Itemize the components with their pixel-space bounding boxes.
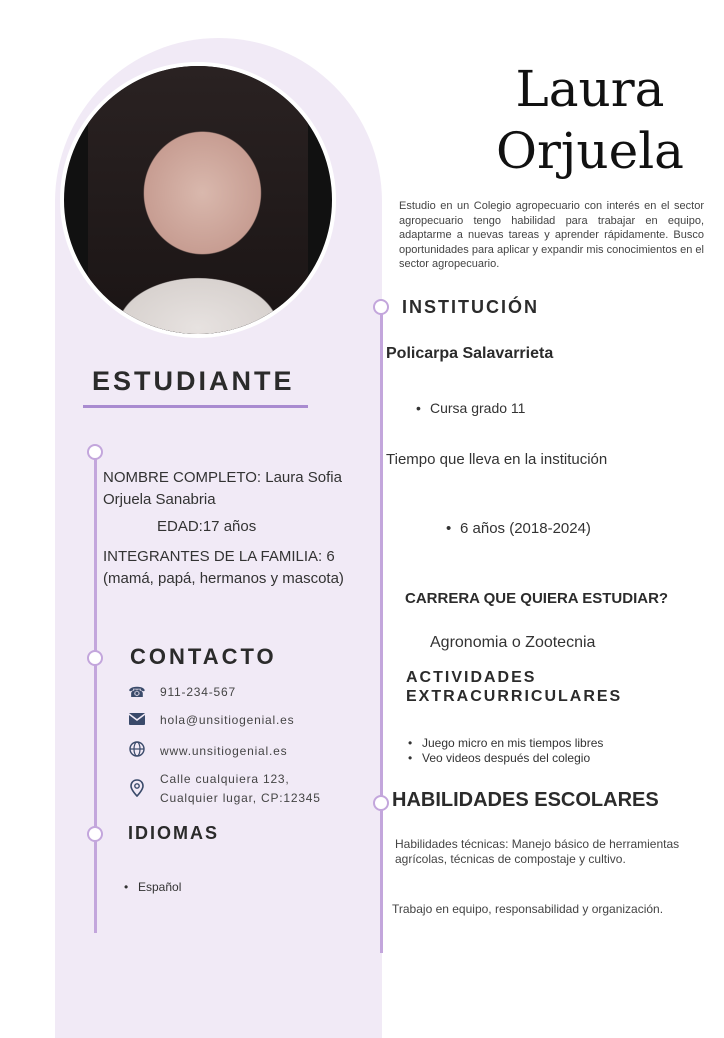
family-line: INTEGRANTES DE LA FAMILIA: 6 (mamá, papá, hermanos y mascota) xyxy=(103,548,344,587)
contact-web[interactable]: www.unsitiogenial.es xyxy=(160,744,288,758)
profile-photo-image xyxy=(88,66,308,338)
list-item: • Juego micro en mis tiempos libres xyxy=(406,736,603,751)
list-item: • Español xyxy=(122,880,181,894)
extracurricular-title-2: EXTRACURRICULARES xyxy=(406,688,623,705)
globe-icon xyxy=(128,741,146,759)
institution-name: Policarpa Salavarrieta xyxy=(386,345,554,362)
extracurricular-title-1: ACTIVIDADES xyxy=(406,669,537,686)
role-title: ESTUDIANTE xyxy=(92,366,295,396)
skills-title: HABILIDADES ESCOLARES xyxy=(392,789,659,811)
about-text: Estudio en un Colegio agropecuario con interés en el sector agropecuario tengo habilidad para trabajar en equipo, adaptarme a nuevas tareas y aprender rápidamente. Busco oportunidades para aplicar y expandir mis conocimientos en el sector agropecuario. xyxy=(399,200,704,270)
timeline-dot-skills xyxy=(373,795,389,811)
first-name: Laura xyxy=(515,60,665,118)
profile-photo xyxy=(60,62,336,338)
skills-technical: Habilidades técnicas: Manejo básico de herramientas agrícolas, técnicas de compostaje y cultivo. xyxy=(395,837,680,866)
timeline-dot-institution xyxy=(373,299,389,315)
last-name: Orjuela xyxy=(496,122,684,180)
extracurricular-list xyxy=(406,736,603,766)
career-answer: Agronomia o Zootecnia xyxy=(430,634,596,651)
grade-list xyxy=(414,400,525,416)
contact-email[interactable]: hola@unsitiogenial.es xyxy=(160,713,295,727)
languages-list xyxy=(122,880,181,894)
full-name-line: NOMBRE COMPLETO: Laura Sofia Orjuela Sanabria xyxy=(103,469,342,508)
list-item: • Veo videos después del colegio xyxy=(406,751,603,766)
right-timeline-line xyxy=(380,308,383,953)
skills-soft: Trabajo en equipo, responsabilidad y organización. xyxy=(392,902,664,916)
institution-title: INSTITUCIÓN xyxy=(402,297,539,317)
list-item: • Cursa grado 11 xyxy=(414,400,525,416)
left-timeline-line xyxy=(94,453,97,933)
contact-phone[interactable]: 911-234-567 xyxy=(160,685,236,699)
role-title-underline xyxy=(83,405,308,408)
list-item: • 6 años (2018-2024) xyxy=(444,520,591,537)
contact-address-line2: Cualquier lugar, CP:12345 xyxy=(160,791,321,805)
time-label: Tiempo que lleva en la institución xyxy=(386,451,608,468)
timeline-dot-languages xyxy=(87,826,103,842)
email-icon xyxy=(128,711,146,729)
career-question: CARRERA QUE QUIERA ESTUDIAR? xyxy=(405,590,669,607)
location-pin-icon xyxy=(128,779,146,797)
age-line: EDAD:17 años xyxy=(157,518,257,535)
timeline-dot-personal xyxy=(87,444,103,460)
contact-address-line1: Calle cualquiera 123, xyxy=(160,772,290,786)
phone-icon: ☎ xyxy=(128,684,146,700)
contact-title: CONTACTO xyxy=(130,644,277,669)
timeline-dot-contact xyxy=(87,650,103,666)
time-list xyxy=(444,520,591,537)
person-name xyxy=(470,58,710,182)
languages-title: IDIOMAS xyxy=(128,823,220,843)
